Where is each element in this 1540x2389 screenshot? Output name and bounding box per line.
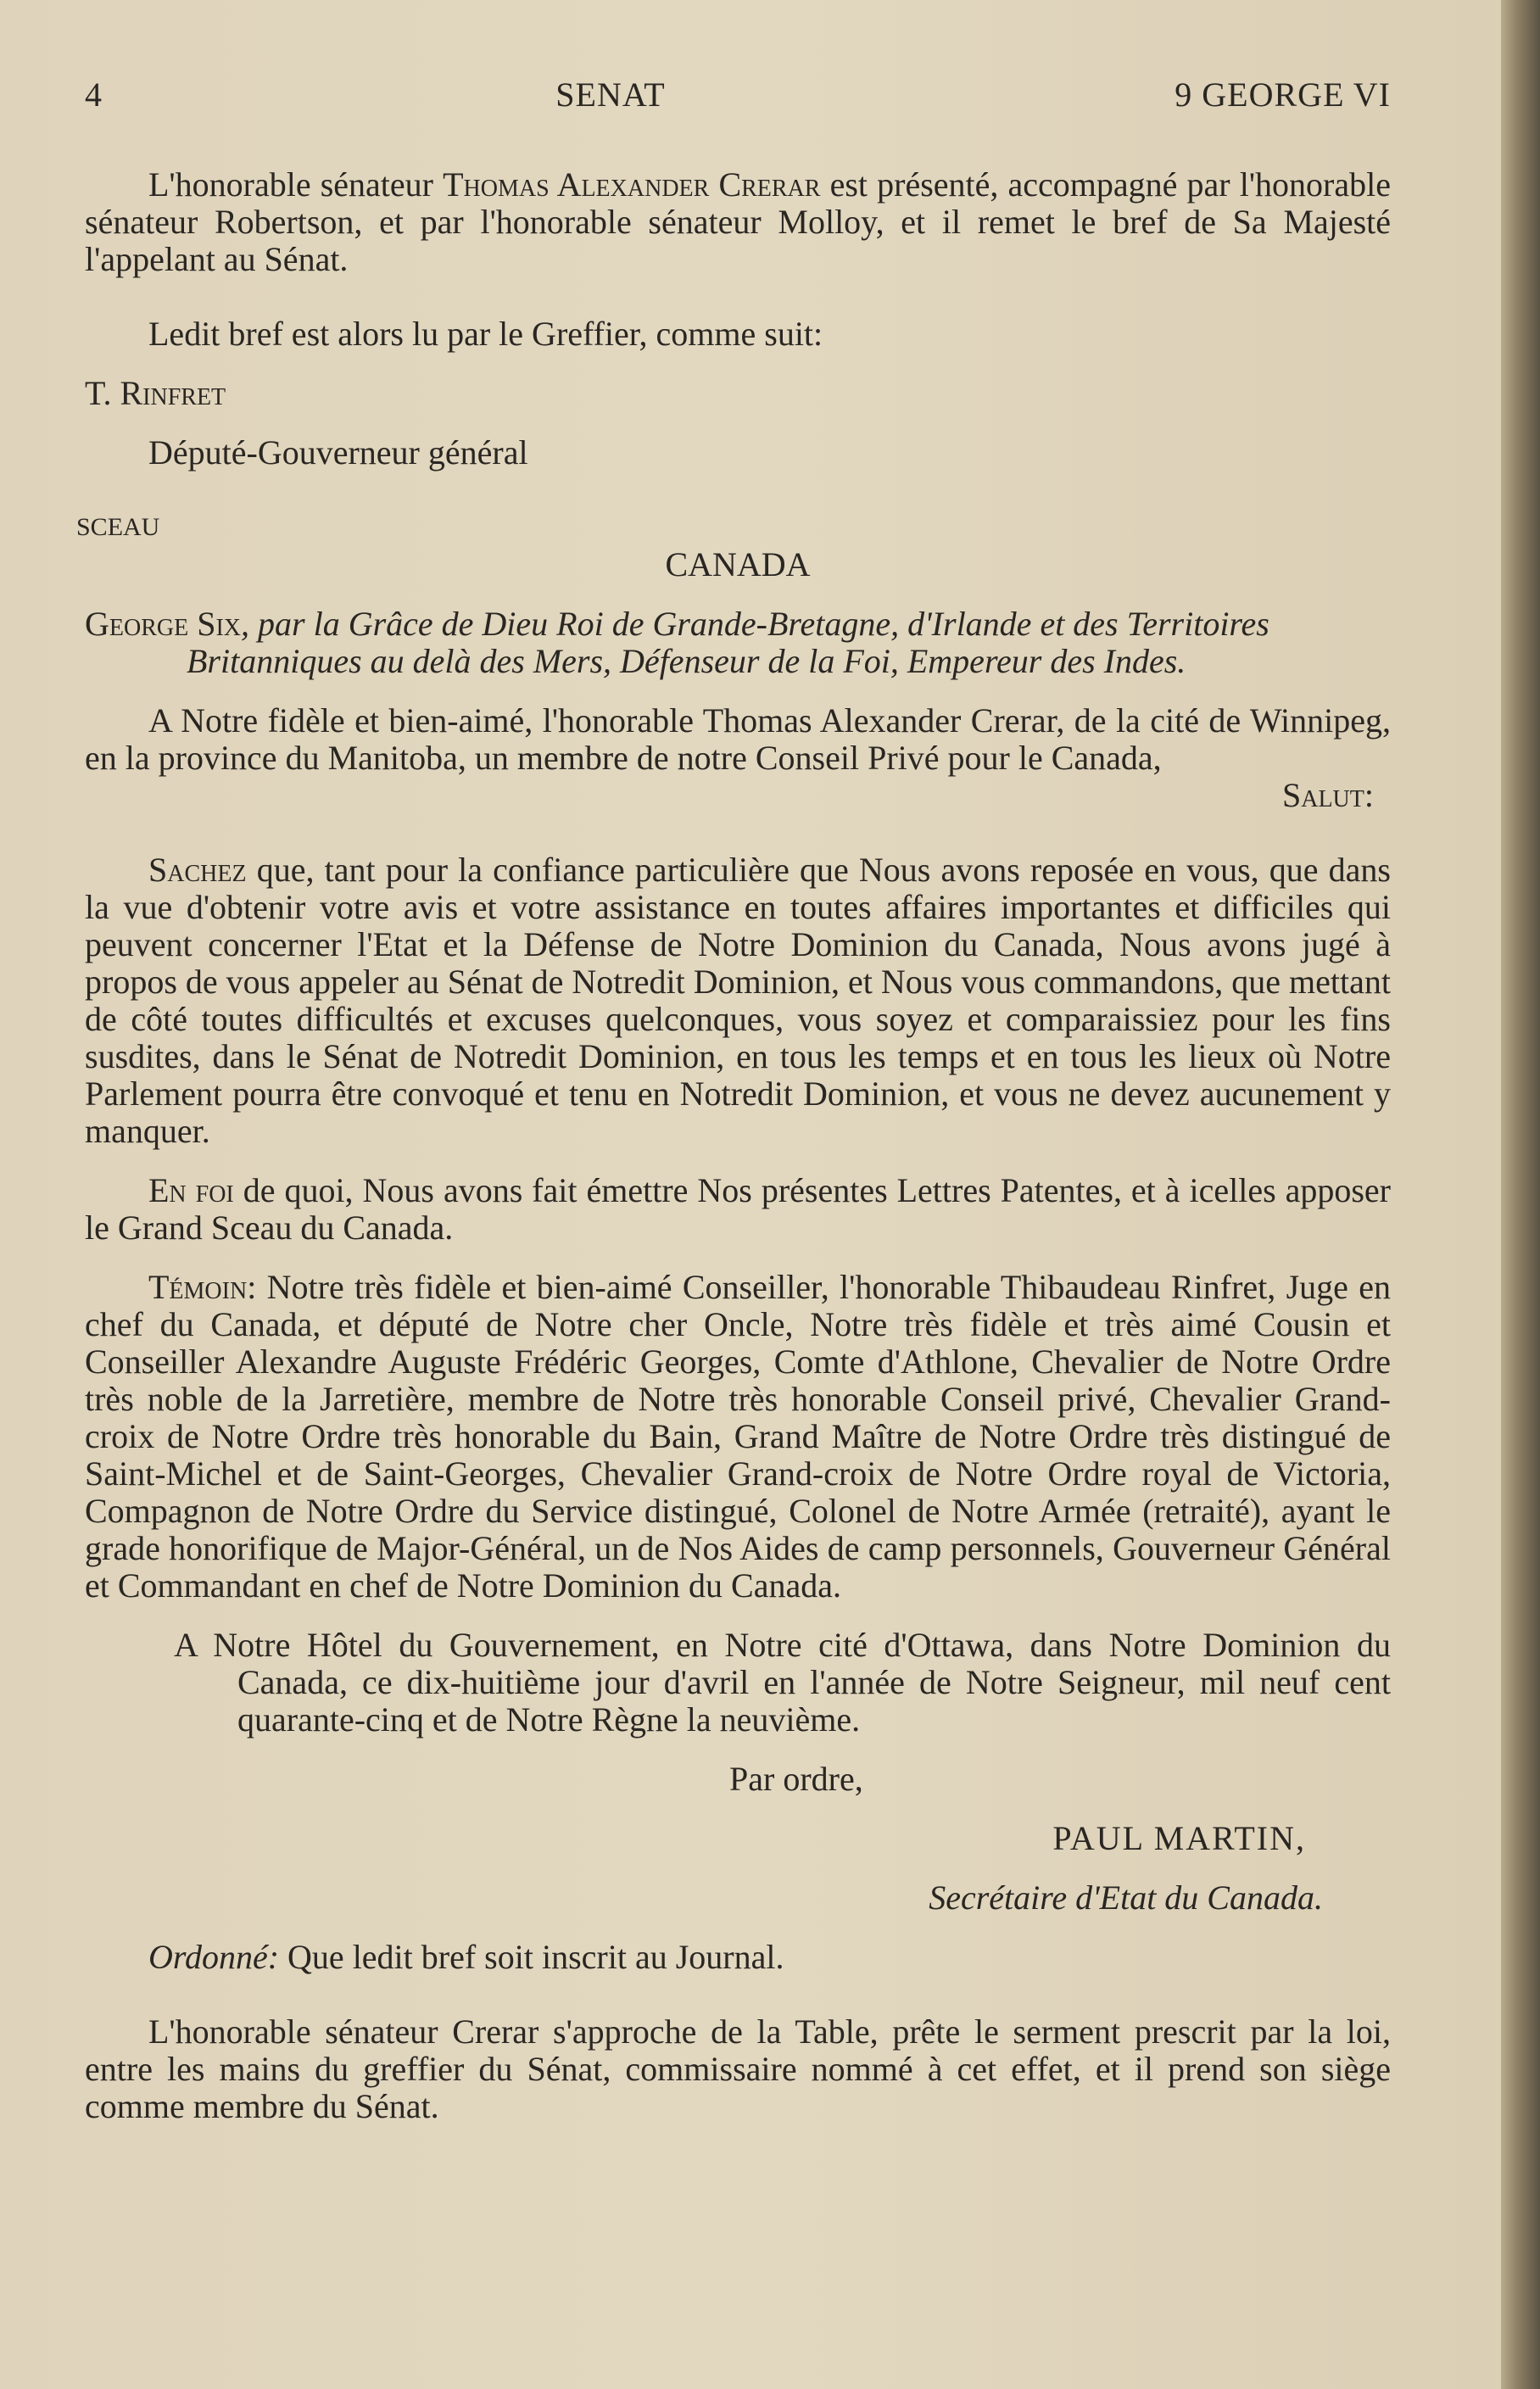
par-ordre: Par ordre, — [729, 1760, 863, 1798]
signer-title: Député-Gouverneur général — [148, 433, 528, 472]
page-number: 4 — [85, 75, 102, 114]
introduction-paragraph — [85, 166, 1391, 278]
ordonne-rest: Que ledit bref soit inscrit au Journal. — [279, 1938, 784, 1976]
book-binding-edge — [1501, 0, 1540, 2389]
temoin-lead: Témoin — [148, 1268, 248, 1306]
address-paragraph: A Notre fidèle et bien-aimé, l'honorable Thomas Alexander Crerar, de la cité de Winnipeg, en la province du Manitoba, un membre de notre Conseil Privé pour le Canada, — [85, 701, 1391, 777]
page-content — [76, 75, 1391, 2125]
signer-name: Rinfret — [120, 374, 226, 412]
hotel-paragraph: A Notre Hôtel du Gouvernement, en Notre cité d'Ottawa, dans Notre Dominion du Canada, ce dix-huitième jour d'avril en l'année de Notre Seigneur, mil neuf cent quarante-cinq et de Notre Règne la neuvième. — [174, 1626, 1391, 1739]
temoin-paragraph — [85, 1269, 1391, 1605]
king-titles-text: , par la Grâce de Dieu Roi de Grande-Bretagne, d'Irlande et des Territoires Britanniques au delà des Mers, Défenseur de la Foi, Empereur des Indes. — [187, 605, 1269, 680]
running-title: SENAT — [555, 75, 666, 114]
senator-name: Thomas Alexander Crerar — [443, 165, 821, 204]
signature-name: PAUL MARTIN, — [1052, 1819, 1306, 1857]
king-titles — [85, 606, 1391, 680]
final-paragraph: L'honorable sénateur Crerar s'approche de la Table, prête le serment prescrit par la loi, entre les mains du greffier du Sénat, commissaire nommé à cet effet, et il prend son siège comme membre du Sénat. — [85, 2012, 1391, 2125]
ordonne-paragraph — [85, 1939, 1391, 1976]
signer-line — [85, 375, 1391, 412]
intro-lead: L'honorable sénateur — [148, 165, 444, 204]
en-foi-lead: En foi — [148, 1171, 234, 1209]
sachez-lead: Sachez — [148, 851, 247, 889]
temoin-rest: : Notre très fidèle et bien-aimé Conseiller, l'honorable Thibaudeau Rinfret, Juge en chef du Canada, et député de Notre cher Oncle, Notre très fidèle et très aimé Cousin et Conseiller Alexandre Auguste Frédéric Georges, Comte d'Athlone, Chevalier de Notre Ordre très noble de la Jarretière, membre de Notre très honorable Conseil privé, Chevalier Grand-croix de Notre Ordre très honorable du Bain, Grand Maître de Notre Ordre très distingué de Saint-Michel et de Saint-Georges, Chevalier Grand-croix de Notre Ordre royal de Victoria, Compagnon de Notre Ordre du Service distingué, Colonel de Notre Armée (retraité), ayant le grade honorifique de Major-Général, un de Nos Aides de camp personnels, Gouverneur Général et Commandant en chef de Notre Dominion du Canada. — [85, 1268, 1391, 1605]
reading-paragraph: Ledit bref est alors lu par le Greffier, comme suit: — [148, 315, 823, 353]
seal-label: SCEAU — [76, 513, 160, 541]
signature-title: Secrétaire d'Etat du Canada. — [929, 1878, 1323, 1917]
intro-rest: est présenté, accompagné par l'honorable sénateur Robertson, et par l'honorable sénateur Molloy, et il remet le bref de Sa Majesté l'appelant au Sénat. — [85, 165, 1391, 278]
signer-initial: T. — [85, 374, 120, 412]
en-foi-rest: de quoi, Nous avons fait émettre Nos présentes Lettres Patentes, et à icelles apposer le Grand Sceau du Canada. — [85, 1171, 1391, 1247]
session-label: 9 GEORGE VI — [1175, 75, 1391, 114]
king-name: George Six — [85, 605, 242, 643]
canada-heading: CANADA — [665, 545, 811, 583]
sachez-paragraph — [85, 851, 1391, 1150]
ordonne-lead: Ordonné: — [148, 1938, 280, 1976]
salut: Salut: — [1281, 776, 1374, 814]
en-foi-paragraph — [85, 1172, 1391, 1247]
page-header — [85, 76, 1391, 144]
sachez-rest: que, tant pour la confiance particulière que Nous avons reposée en vous, que dans la vue d'obtenir votre avis et votre assistance en toutes affaires importantes et difficiles qui peuvent concerner l'Etat et la Défense de Notre Dominion du Canada, Nous avons jugé à propos de vous appeler au Sénat de Notredit Dominion, et Nous vous commandons, que mettant de côté toutes difficultés et excuses quelconques, vous soyez et comparaissiez pour les fins susdites, dans le Sénat de Notredit Dominion, en tous les temps et en tous les lieux où Notre Parlement pourra être convoqué et tenu en Notredit Dominion, et vous ne devez aucunement y manquer. — [85, 851, 1391, 1150]
